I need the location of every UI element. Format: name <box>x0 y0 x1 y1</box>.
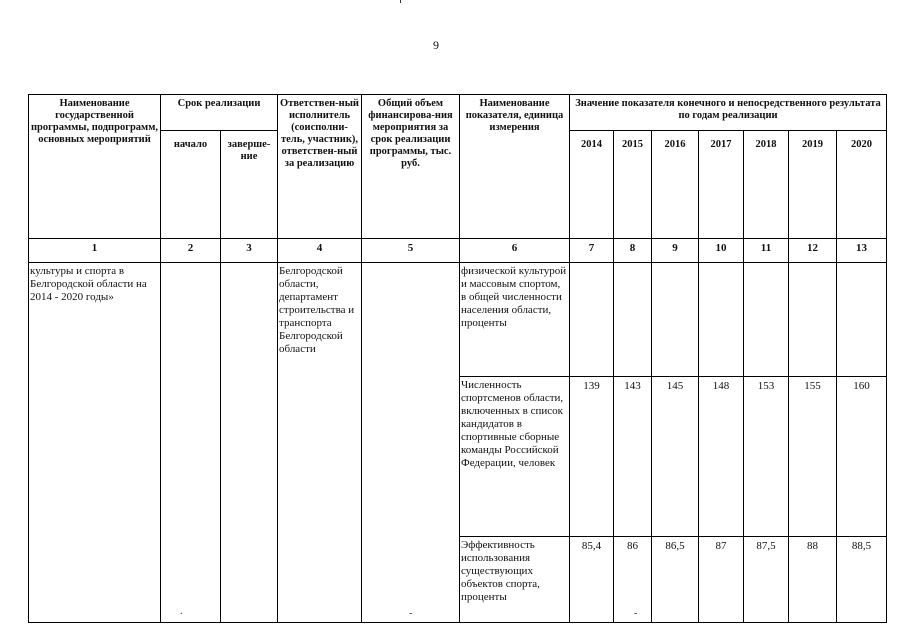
column-number: 8 <box>614 239 652 263</box>
value-cell: 87 <box>699 537 744 623</box>
header-year: 2018 <box>744 131 789 239</box>
value-cell: 87,5 <box>744 537 789 623</box>
indicators-table <box>28 94 887 623</box>
value-cell <box>614 263 652 377</box>
header-executor: Ответствен-ный исполнитель (соисполни-тель, участник), ответствен-ный за реализацию <box>278 95 362 239</box>
start-cell <box>161 263 221 623</box>
value-cell: 155 <box>789 377 837 537</box>
column-number: 10 <box>699 239 744 263</box>
value-cell <box>570 263 614 377</box>
financing-cell <box>362 263 460 623</box>
header-indicator: Наименование показателя, единица измерения <box>460 95 570 239</box>
value-cell: 160 <box>837 377 887 537</box>
value-cell <box>744 263 789 377</box>
value-cell: 86 <box>614 537 652 623</box>
financing-column-dash: - <box>409 608 413 619</box>
indicator-cell: физической культурой и массовым спортом, в общей численности населения области, проценты <box>460 263 570 377</box>
executor-cell: Белгородской области, департамент строительства и транспорта Белгородской области <box>278 263 362 623</box>
value-cell <box>699 263 744 377</box>
value-cell <box>837 263 887 377</box>
header-financing: Общий объем финансирова-ния мероприятия за срок реализации программы, тыс. руб. <box>362 95 460 239</box>
value-column-dash: - <box>634 608 638 619</box>
value-cell: 85,4 <box>570 537 614 623</box>
column-number: 2 <box>161 239 221 263</box>
header-year: 2015 <box>614 131 652 239</box>
column-number: 4 <box>278 239 362 263</box>
header-year: 2019 <box>789 131 837 239</box>
header-values-group: Значение показателя конечного и непосредственного результата по годам реализации <box>570 95 887 131</box>
column-number: 5 <box>362 239 460 263</box>
column-number: 13 <box>837 239 887 263</box>
header-program-name: Наименование государственной программы, подпрограмм, основных мероприятий <box>29 95 161 239</box>
value-cell: 88,5 <box>837 537 887 623</box>
column-number: 11 <box>744 239 789 263</box>
header-start: начало <box>161 131 221 239</box>
header-year: 2020 <box>837 131 887 239</box>
column-number: 6 <box>460 239 570 263</box>
value-cell: 145 <box>652 377 699 537</box>
value-cell: 148 <box>699 377 744 537</box>
indicator-cell: Эффективность использования существующих объектов спорта, проценты <box>460 537 570 623</box>
program-name-cell: культуры и спорта в Белгородской области на 2014 - 2020 годы» <box>29 263 161 623</box>
header-end: заверше-ние <box>221 131 278 239</box>
header-year: 2017 <box>699 131 744 239</box>
value-cell: 153 <box>744 377 789 537</box>
indicator-cell: Численность спортсменов области, включенных в список кандидатов в спортивные сборные команды Российской Федерации, человек <box>460 377 570 537</box>
header-year: 2014 <box>570 131 614 239</box>
value-cell <box>652 263 699 377</box>
end-cell <box>221 263 278 623</box>
column-number: 3 <box>221 239 278 263</box>
column-number: 12 <box>789 239 837 263</box>
column-number: 7 <box>570 239 614 263</box>
header-period-group: Срок реализации <box>161 95 278 131</box>
start-column-dot: . <box>180 606 183 617</box>
header-year: 2016 <box>652 131 699 239</box>
column-number: 9 <box>652 239 699 263</box>
top-tick-mark <box>400 0 401 3</box>
value-cell: 139 <box>570 377 614 537</box>
column-number: 1 <box>29 239 161 263</box>
value-cell: 88 <box>789 537 837 623</box>
value-cell: 86,5 <box>652 537 699 623</box>
page-number: 9 <box>433 38 439 52</box>
value-cell <box>789 263 837 377</box>
value-cell: 143 <box>614 377 652 537</box>
